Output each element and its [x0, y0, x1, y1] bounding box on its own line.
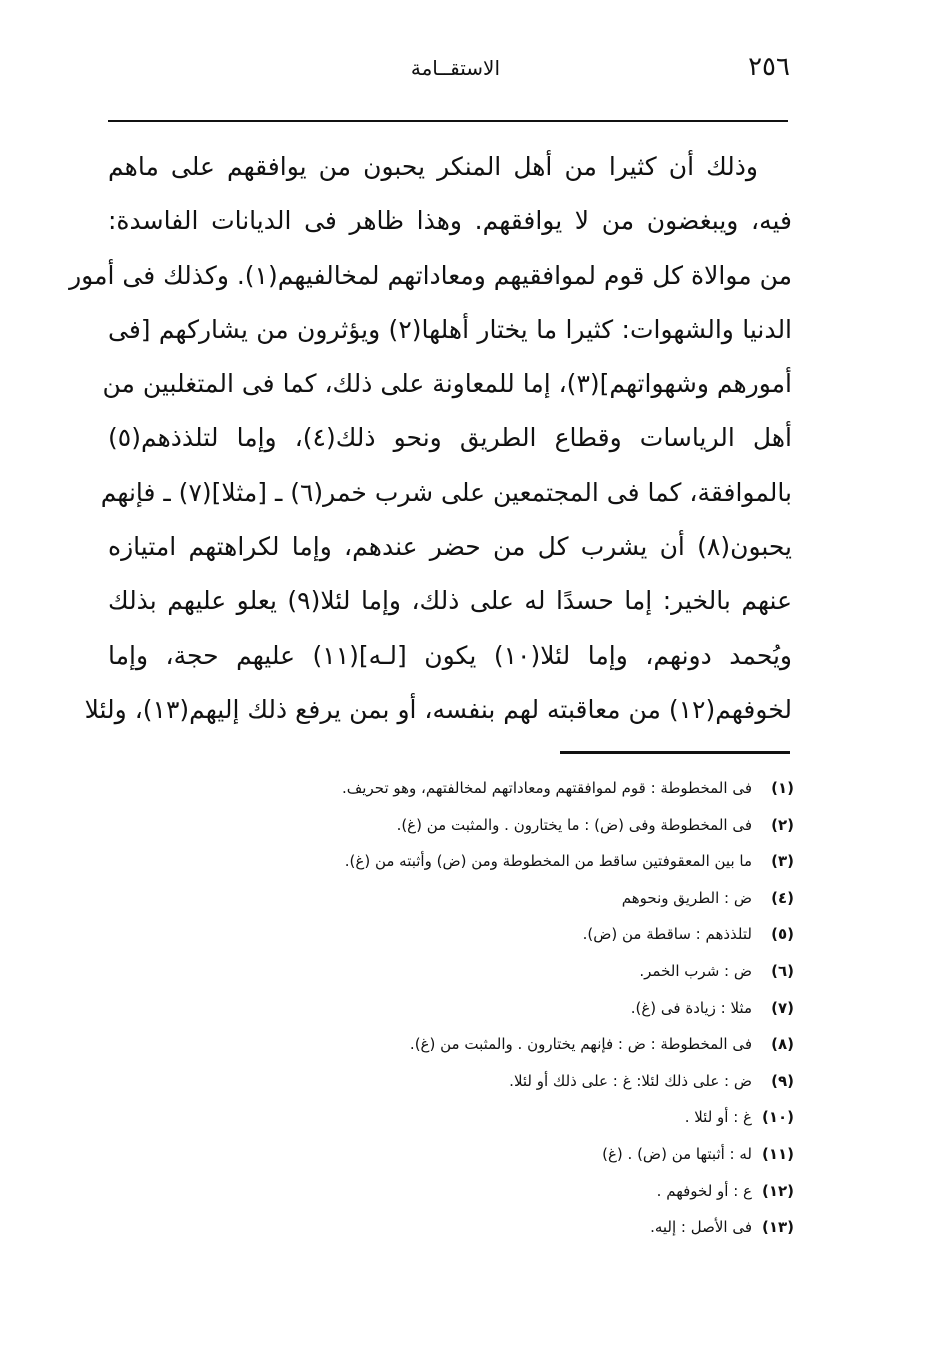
footnote-item	[194, 1026, 794, 1063]
footnote-item	[194, 807, 794, 844]
footnote-number: (٨)	[771, 1035, 794, 1054]
body-line: أهل الرياسات وقطاع الطريق ونحو ذلك(٤)، وإما لتلذذهم(٥)	[108, 423, 792, 453]
body-line: يحبون(٨) أن يشرب كل من حضر عندهم، وإما لكراهتهم امتيازه	[108, 532, 792, 562]
footnote-number: (٦)	[771, 961, 794, 980]
footnote-number: (٤)	[771, 888, 794, 907]
footnote-text: فى المخطوطة : ض : فإنهم يختارون . والمثبت من (غ).	[409, 1035, 752, 1054]
footnote-item	[194, 843, 794, 880]
footnote-item	[194, 770, 794, 807]
footnote-item	[194, 880, 794, 917]
footnote-item	[194, 1209, 794, 1246]
footnote-text: فى الأصل : إليه.	[650, 1218, 752, 1237]
footnote-item	[194, 990, 794, 1027]
footnote-number: (١٢)	[761, 1181, 794, 1200]
footnote-text: ض : الطريق ونحوهم	[621, 888, 752, 907]
body-line: لخوفهم(١٢) من معاقبته لهم بنفسه، أو بمن يرفع ذلك إليهم(١٣)، ولئلا	[84, 694, 792, 724]
footnote-text: فى المخطوطة وفى (ض) : ما يختارون . والمثبت من (غ).	[396, 815, 752, 834]
body-line: من موالاة كل قوم لموافقيهم ومعاداتهم لمخالفيهم(١). وكذلك فى أمور	[69, 260, 792, 290]
footnote-number: (٢)	[771, 815, 794, 834]
footnotes	[194, 770, 794, 1246]
footnote-item	[194, 1063, 794, 1100]
footnote-number: (١)	[771, 779, 794, 797]
footnote-item	[194, 953, 794, 990]
page-header	[108, 52, 790, 92]
body-line: الدنيا والشهوات: كثيرا ما يختار أهلها(٢) ويؤثرون من يشاركهم [فى	[108, 314, 793, 344]
footnote-text: ع : أو لخوفهم .	[656, 1181, 752, 1200]
footnote-number: (٣)	[771, 852, 794, 871]
footnote-item	[194, 916, 794, 953]
footnote-item	[194, 1173, 794, 1210]
footnote-number: (١١)	[761, 1144, 794, 1163]
footnote-text: لتلذذهم : ساقطة من (ض).	[582, 925, 752, 944]
footnote-number: (٩)	[771, 1071, 794, 1090]
footnote-text: ما بين المعقوفتين ساقط من المخطوطة ومن (ض) وأثبته من (غ).	[344, 852, 752, 871]
footnote-text: ض : على ذلك لئلا: غ : على ذلك أو لئلا.	[509, 1071, 752, 1090]
footnote-text: مثلا : زيادة فى (غ).	[630, 998, 752, 1017]
footnote-text: له : أثبتها من (ض) . (غ)	[602, 1144, 752, 1163]
footnote-text: غ : أو لئلا .	[684, 1108, 752, 1127]
body-line: ويُحمد دونهم، وإما لئلا(١٠) يكون [لـه](١١) عليهم حجة، وإما	[108, 640, 792, 670]
body-line: عنهم بالخير: إما حسدًا له على ذلك، وإما لئلا(٩) يعلو عليهم بذلك	[108, 586, 792, 616]
body-line: بالموافقة، كما فى المجتمعين على شرب خمر(٦) ـ [مثلا](٧) ـ فإنهم	[100, 477, 792, 507]
body-line: أمورهم وشهواتهم](٣)، إما للمعاونة على ذلك، كما فى المتغلبين من	[102, 369, 792, 399]
body-text	[69, 140, 793, 737]
running-title: الاستقــامة	[410, 56, 500, 80]
page-number: ٢٥٦	[748, 52, 790, 82]
footnote-text: ض : شرب الخمر.	[639, 961, 752, 980]
body-line: وذلك أن كثيرا من أهل المنكر يحبون من يوافقهم على ماهم	[108, 152, 758, 181]
header-rule	[108, 120, 788, 122]
footnote-number: (١٠)	[761, 1108, 794, 1127]
footnote-item	[194, 1099, 794, 1136]
footnote-item	[194, 1136, 794, 1173]
footnote-number: (٥)	[771, 925, 794, 944]
footnote-number: (٧)	[771, 998, 794, 1017]
footnote-number: (١٣)	[761, 1218, 794, 1237]
body-line: فيه، ويبغضون من لا يوافقهم. وهذا ظاهر فى الديانات الفاسدة:	[108, 206, 792, 236]
footnote-text: فى المخطوطة : قوم لموافقتهم ومعاداتهم لمخالفتهم، وهو تحريف.	[342, 779, 752, 797]
footnote-rule	[560, 751, 790, 754]
